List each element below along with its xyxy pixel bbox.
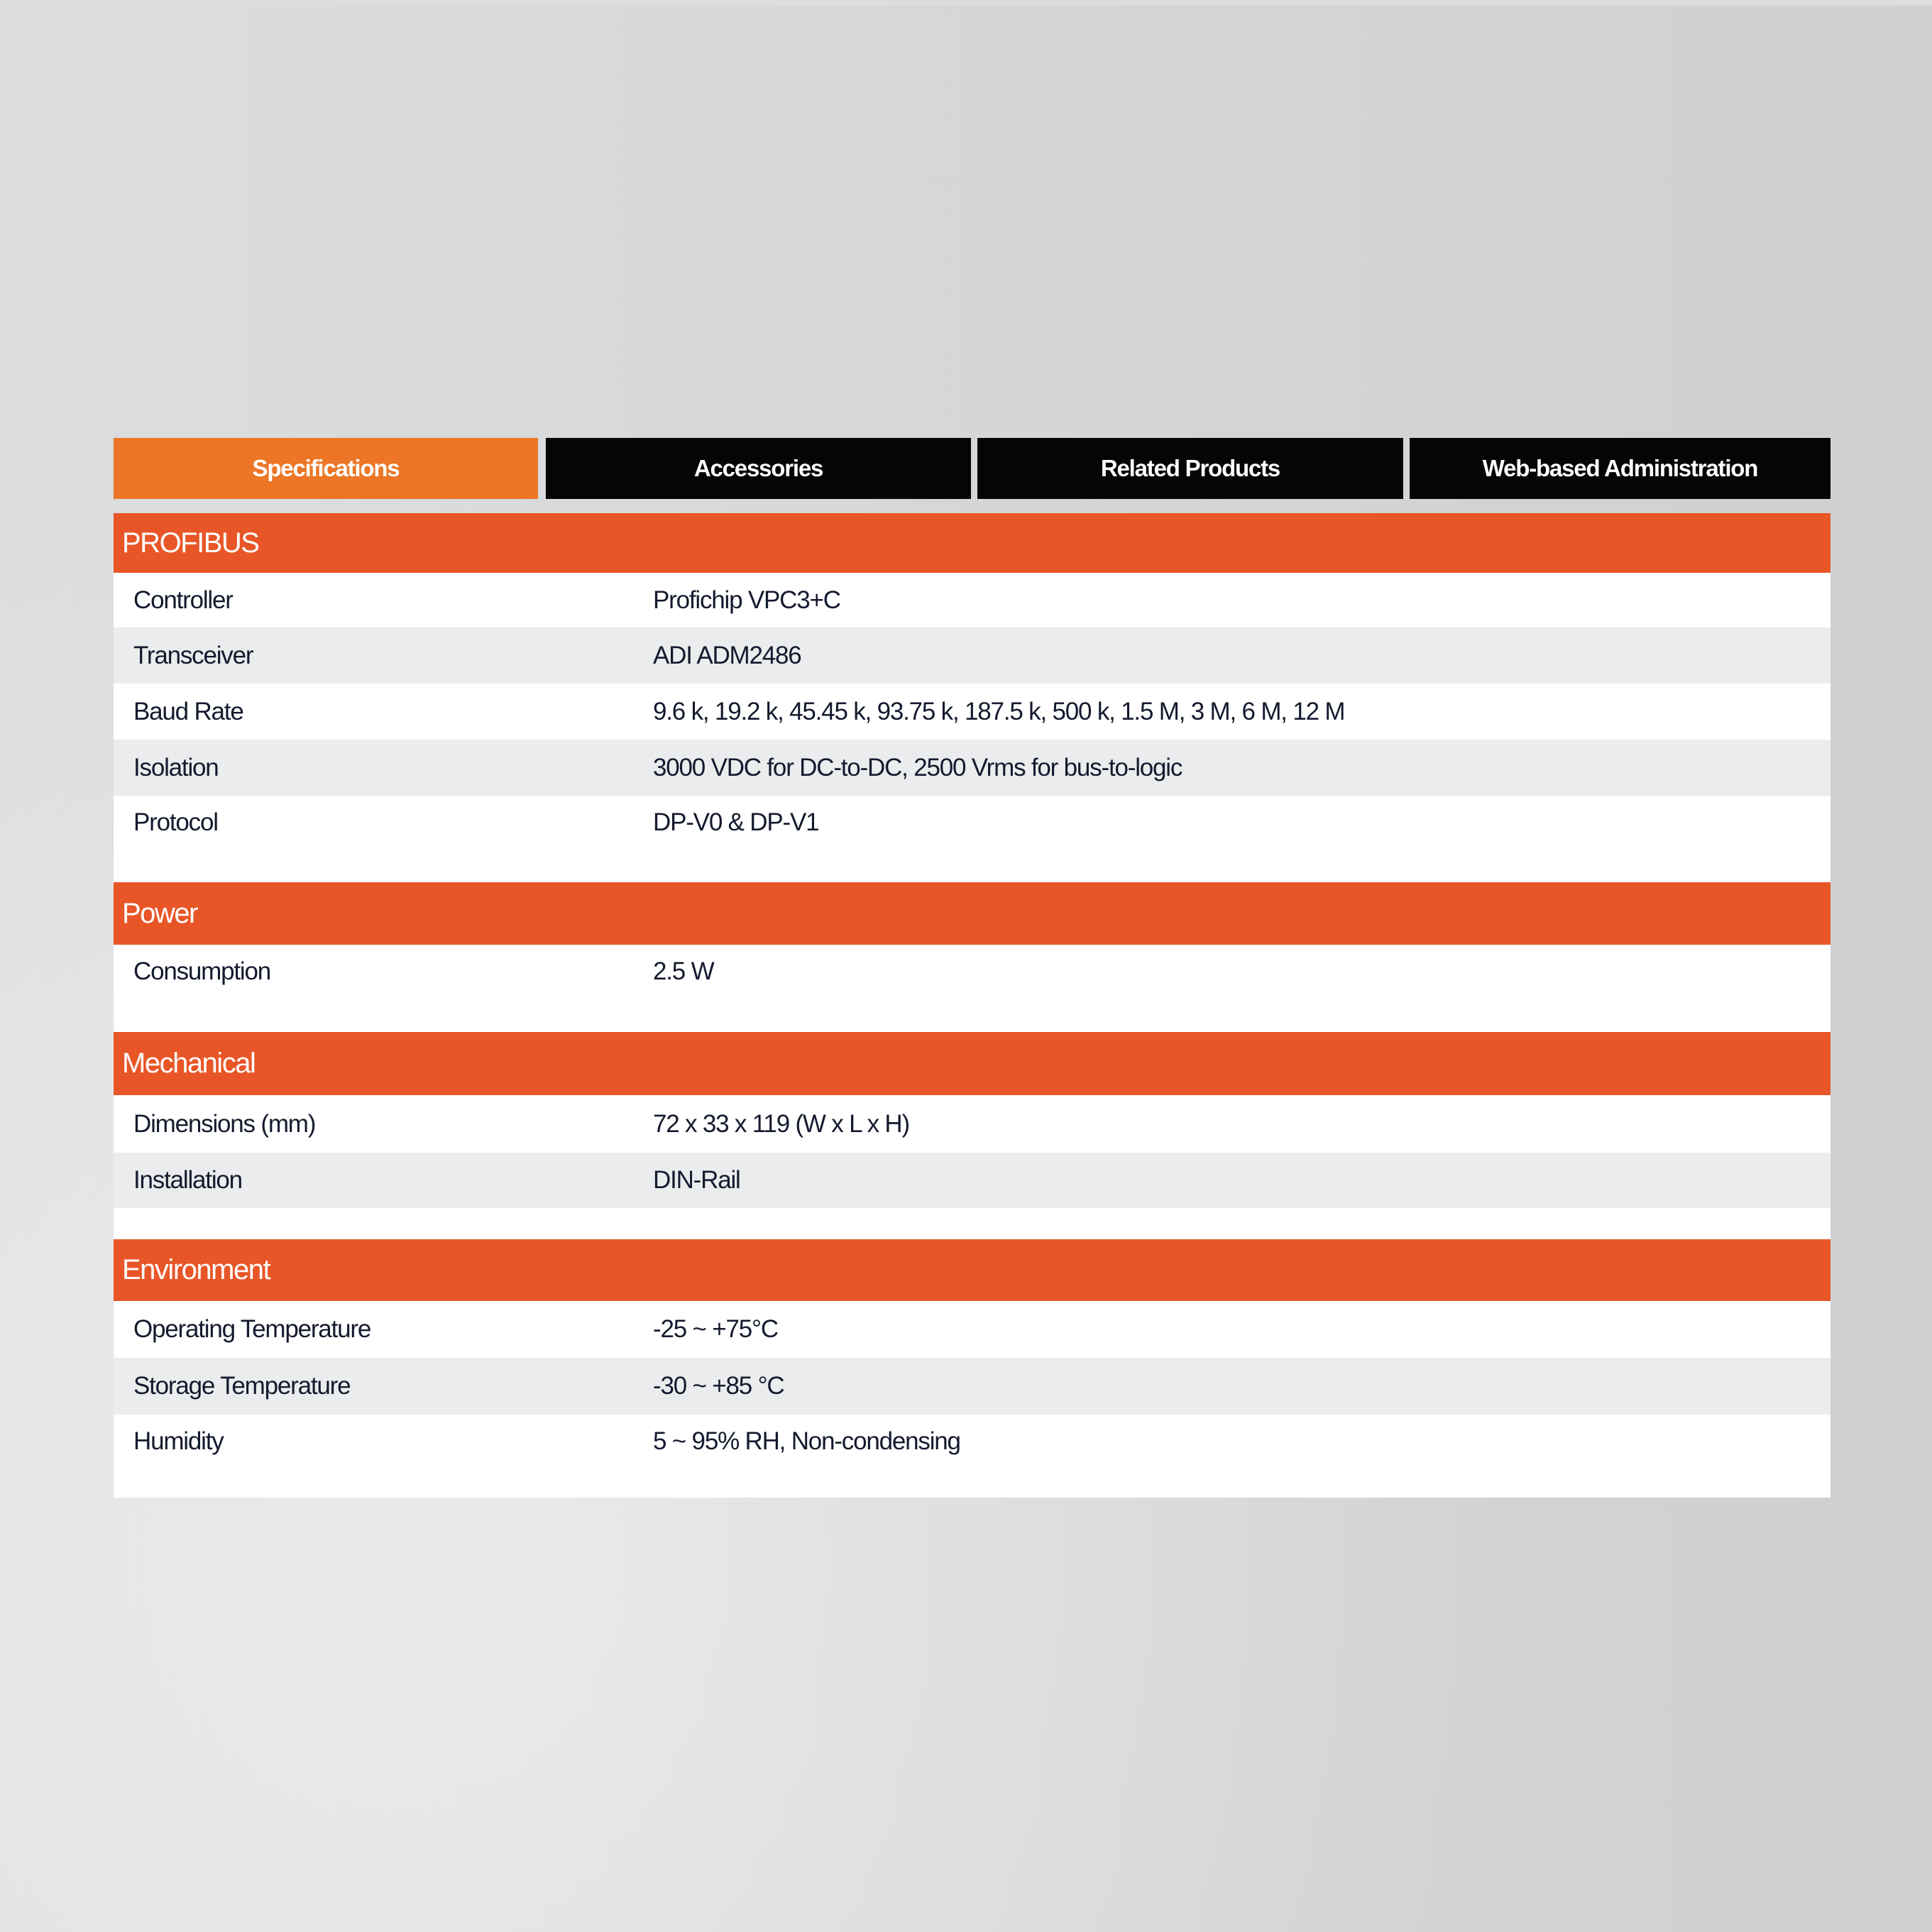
- section-spacer: [114, 1208, 1831, 1239]
- spec-label: Isolation: [133, 753, 219, 781]
- section-header-mechanical: [114, 1032, 1831, 1095]
- section-title: Mechanical: [122, 1048, 256, 1079]
- spec-label: Transceiver: [133, 641, 253, 669]
- tab-specifications[interactable]: Specifications: [114, 438, 538, 499]
- specifications-table: [114, 513, 1831, 1498]
- spec-label: Operating Temperature: [133, 1315, 371, 1343]
- spec-value: 2.5 W: [653, 957, 714, 985]
- section-header-power: [114, 882, 1831, 945]
- spec-value: Profichip VPC3+C: [653, 586, 840, 614]
- tab-accessories[interactable]: Accessories: [546, 438, 971, 499]
- spec-value: 9.6 k, 19.2 k, 45.45 k, 93.75 k, 187.5 k, 500 k, 1.5 M, 3 M, 6 M, 12 M: [653, 697, 1345, 725]
- section-header-environment: [114, 1239, 1831, 1301]
- spec-label: Consumption: [133, 957, 271, 985]
- spec-value: ADI ADM2486: [653, 641, 801, 669]
- spec-label: Dimensions (mm): [133, 1109, 316, 1138]
- tab-bar: [114, 438, 1831, 499]
- spec-value: -25 ~ +75°C: [653, 1315, 778, 1343]
- section-title: PROFIBUS: [122, 527, 259, 559]
- spec-value: 5 ~ 95% RH, Non-condensing: [653, 1427, 960, 1455]
- spec-row-humidity: [114, 1415, 1831, 1498]
- spec-label: Baud Rate: [133, 697, 243, 725]
- background-top-edge: [0, 0, 1932, 6]
- spec-row-controller: [114, 573, 1831, 627]
- section-title: Environment: [122, 1254, 270, 1285]
- spec-row-isolation: [114, 740, 1831, 796]
- spec-row-consumption: [114, 945, 1831, 1032]
- spec-row-operating-temperature: [114, 1301, 1831, 1358]
- spec-label: Humidity: [133, 1427, 224, 1455]
- spec-row-installation: [114, 1153, 1831, 1208]
- spec-label: Storage Temperature: [133, 1372, 351, 1400]
- spec-value: DIN-Rail: [653, 1166, 740, 1194]
- spec-row-dimensions: [114, 1095, 1831, 1153]
- spec-row-baud-rate: [114, 684, 1831, 740]
- spec-label: Controller: [133, 586, 233, 614]
- section-header-profibus: [114, 513, 1831, 573]
- spec-row-protocol: [114, 796, 1831, 882]
- tab-web-based-administration[interactable]: Web-based Administration: [1410, 438, 1831, 499]
- spec-value: 72 x 33 x 119 (W x L x H): [653, 1109, 909, 1138]
- spec-value: -30 ~ +85 °C: [653, 1372, 784, 1400]
- section-title: Power: [122, 897, 197, 929]
- tab-related-products[interactable]: Related Products: [977, 438, 1403, 499]
- spec-row-transceiver: [114, 627, 1831, 684]
- spec-label: Protocol: [133, 808, 218, 836]
- spec-label: Installation: [133, 1166, 242, 1194]
- spec-row-storage-temperature: [114, 1358, 1831, 1415]
- spec-value: 3000 VDC for DC-to-DC, 2500 Vrms for bus-to-logic: [653, 753, 1182, 781]
- spec-value: DP-V0 & DP-V1: [653, 808, 819, 836]
